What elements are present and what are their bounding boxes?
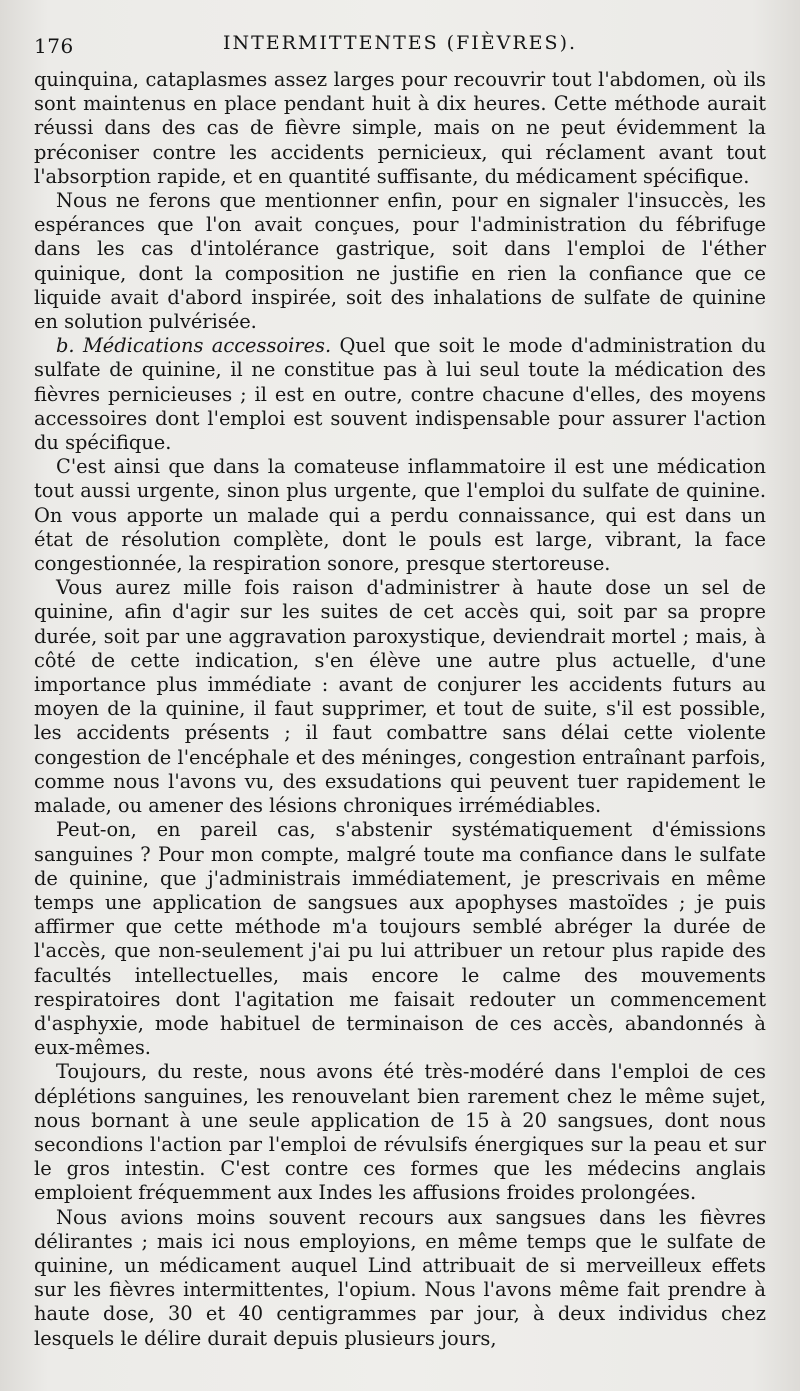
subhead-title: Médications accessoires. [82,334,332,358]
paragraph: C'est ainsi que dans la comateuse inflammatoire il est une médication tout aussi urgente, sinon plus urgente, que l'emploi du sulfate de quinine. On vous apporte un malade qui a perdu connaissance, qui est dans un état de résolution complète, dont le pouls est large, vibrant, la face congestionnée, la respiration sonore, presque stertoreuse. [34,455,766,576]
paragraph-subhead [34,334,766,455]
subhead-text: Quel que soit le mode d'administration du sulfate de quinine, il ne constitue pas à lui seul toute la médication des fièvres pernicieuses ; il est en outre, contre chacune d'elles, des moyens accessoires dont l'emploi est souvent indispensable pour assurer l'action du spécifique. [34,334,766,455]
paragraph: Vous aurez mille fois raison d'administrer à haute dose un sel de quinine, afin d'agir sur les suites de cet accès qui, soit par sa propre durée, soit par une aggravation paroxystique, deviendrait mortel ; mais, à côté de cette indication, s'en élève une autre plus actuelle, d'une importance plus immédiate : avant de conjurer les accidents futurs au moyen de la quinine, il faut supprimer, et tout de suite, s'il est possible, les accidents présents ; il faut combattre sans délai cette violente congestion de l'encéphale et des méninges, congestion entraînant parfois, comme nous l'avons vu, des exsudations qui peuvent tuer rapidement le malade, ou amener des lésions chroniques irrémédiables. [34,576,766,818]
running-head [34,30,766,62]
subhead-label: b. [56,334,75,358]
paragraph: Nous ne ferons que mentionner enfin, pour en signaler l'insuccès, les espérances que l'on avait conçues, pour l'administration du fébrifuge dans les cas d'intolérance gastrique, soit dans l'emploi de l'éther quinique, dont la composition ne justifie en rien la confiance que ce liquide avait d'abord inspirée, soit des inhalations de sulfate de quinine en solution pulvérisée. [34,189,766,334]
paragraph: Nous avions moins souvent recours aux sangsues dans les fièvres délirantes ; mais ici nous employions, en même temps que le sulfate de quinine, un médicament auquel Lind attribuait de si merveilleux effets sur les fièvres intermittentes, l'opium. Nous l'avons même fait prendre à haute dose, 30 et 40 centigrammes par jour, à deux individus chez lesquels le délire durait depuis plusieurs jours, [34,1205,766,1350]
running-title: INTERMITTENTES (FIÈVRES). [222,32,578,54]
paragraph: Toujours, du reste, nous avons été très-modéré dans l'emploi de ces déplétions sanguines, les renouvelant bien rarement chez le même sujet, nous bornant à une seule application de 15 à 20 sangsues, dont nous secondions l'action par l'emploi de révulsifs énergiques sur la peau et sur le gros intestin. C'est contre ces formes que les médecins anglais emploient fréquemment aux Indes les affusions froides prolongées. [34,1060,766,1205]
page-number: 176 [34,34,74,58]
paragraph: Peut-on, en pareil cas, s'abstenir systématiquement d'émissions sanguines ? Pour mon compte, malgré toute ma confiance dans le sulfate de quinine, que j'administrais immédiatement, je prescrivais en même temps une application de sangsues aux apophyses mastoïdes ; je puis affirmer que cette méthode m'a toujours semblé abréger la durée de l'accès, que non-seulement j'ai pu lui attribuer un retour plus rapide des facultés intellectuelles, mais encore le calme des mouvements respiratoires dont l'agitation me faisait redouter un commencement d'asphyxie, mode habituel de terminaison de ces accès, abandonnés à eux-mêmes. [34,818,766,1060]
body-text [34,68,766,1351]
paragraph-continuation: quinquina, cataplasmes assez larges pour recouvrir tout l'abdomen, où ils sont maintenus en place pendant huit à dix heures. Cette méthode aurait réussi dans des cas de fièvre simple, mais on ne peut évidemment la préconiser contre les accidents pernicieux, qui réclament avant tout l'absorption rapide, et en quantité suffisante, du médicament spécifique. [34,68,766,188]
